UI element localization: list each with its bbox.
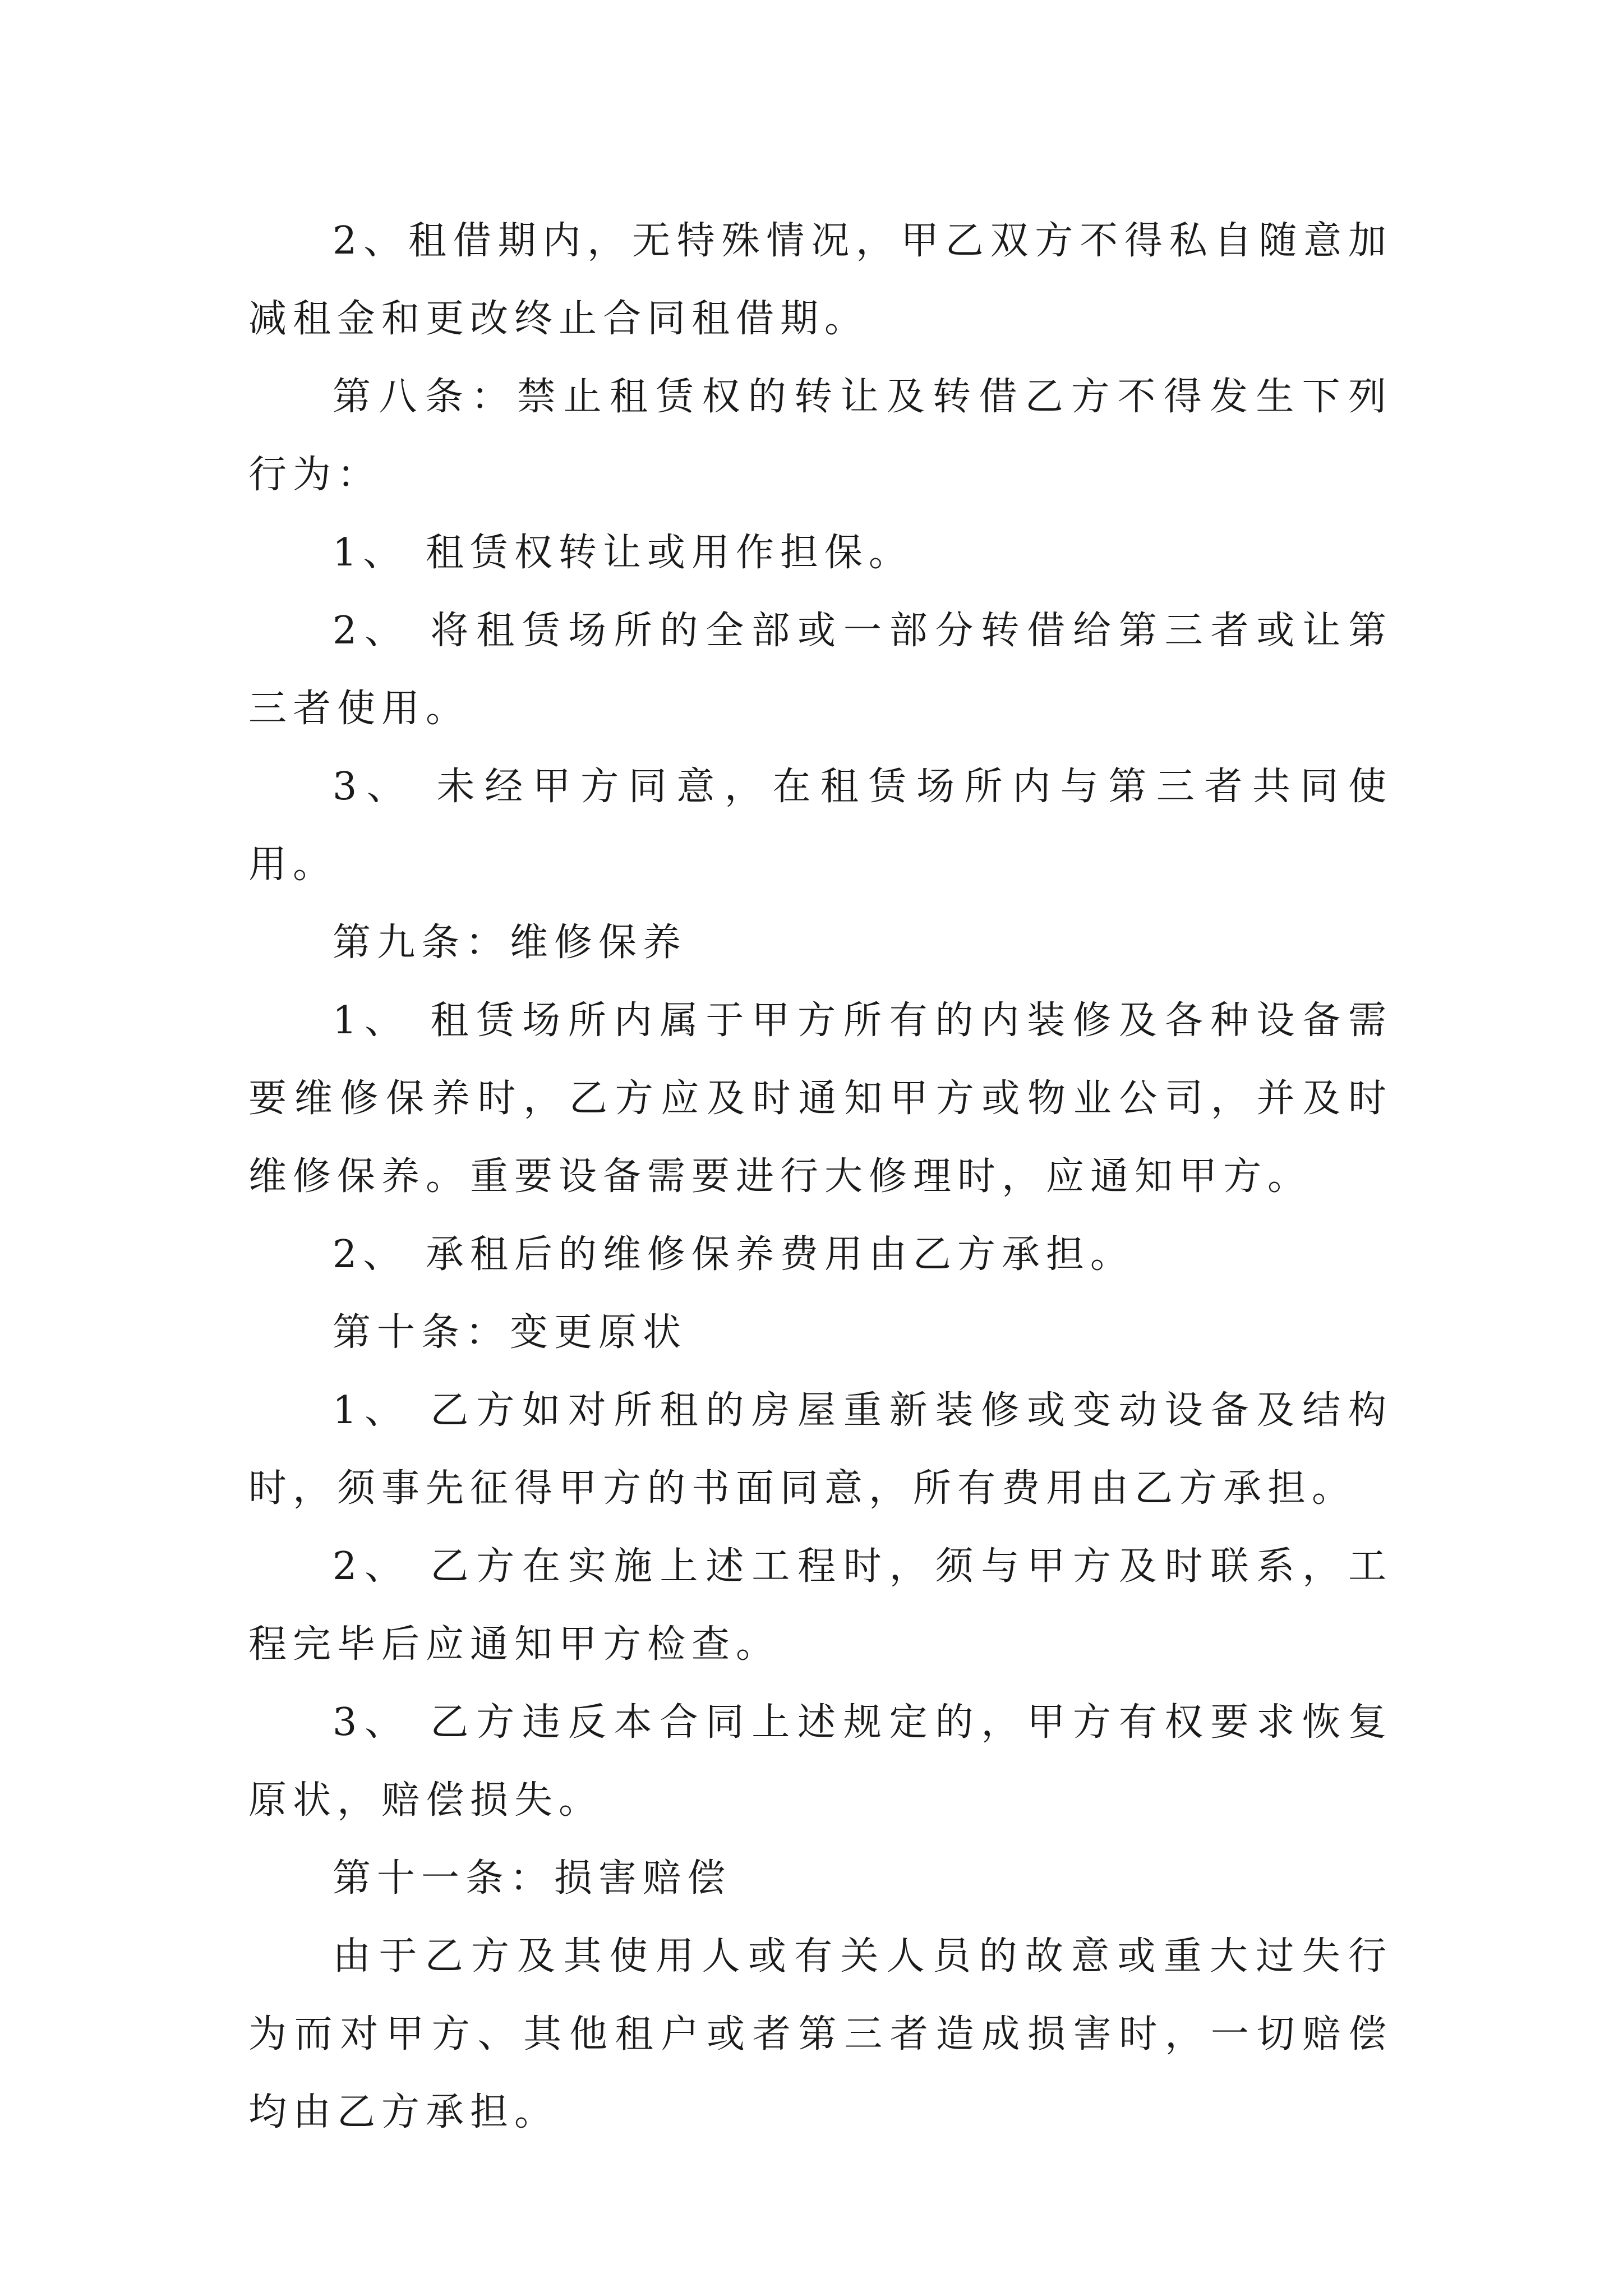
- paragraph-article-10-item-3: 3、 乙方违反本合同上述规定的，甲方有权要求恢复原状，赔偿损失。: [248, 1700, 1393, 1823]
- paragraph-article-8-heading: 第八条：禁止租赁权的转让及转借乙方不得发生下列行为：: [248, 375, 1393, 497]
- paragraph-article-10-item-2: 2、 乙方在实施上述工程时，须与甲方及时联系，工程完毕后应通知甲方检查。: [248, 1544, 1393, 1667]
- paragraph-article-9-item-1: 1、 租赁场所内属于甲方所有的内装修及各种设备需要维修保养时，乙方应及时通知甲方或物业公司，并及时维修保养。重要设备需要进行大修理时，应通知甲方。: [248, 999, 1393, 1199]
- paragraph-article-9-heading: 第九条：维修保养: [333, 921, 688, 965]
- contract-body: [248, 202, 1393, 2151]
- paragraph-article-10-item-1: 1、 乙方如对所租的房屋重新装修或变动设备及结构时，须事先征得甲方的书面同意，所有费用由乙方承担。: [248, 1388, 1393, 1511]
- paragraph-article-8-item-3: 3、 未经甲方同意，在租赁场所内与第三者共同使用。: [248, 765, 1393, 887]
- paragraph-article-11-heading: 第十一条：损害赔偿: [333, 1856, 732, 1901]
- paragraph-article-11-body: 由于乙方及其使用人或有关人员的故意或重大过失行为而对甲方、其他租户或者第三者造成损害时，一切赔偿均由乙方承担。: [248, 1934, 1393, 2134]
- paragraph-clause-7-item-2: 2、租借期内，无特殊情况，甲乙双方不得私自随意加减租金和更改终止合同租借期。: [248, 219, 1393, 341]
- paragraph-article-8-item-2: 2、 将租赁场所的全部或一部分转借给第三者或让第三者使用。: [248, 609, 1393, 731]
- paragraph-article-8-item-1: 1、 租赁权转让或用作担保。: [333, 531, 913, 575]
- paragraph-article-9-item-2: 2、 承租后的维修保养费用由乙方承担。: [333, 1232, 1135, 1277]
- paragraph-article-10-heading: 第十条：变更原状: [333, 1310, 688, 1355]
